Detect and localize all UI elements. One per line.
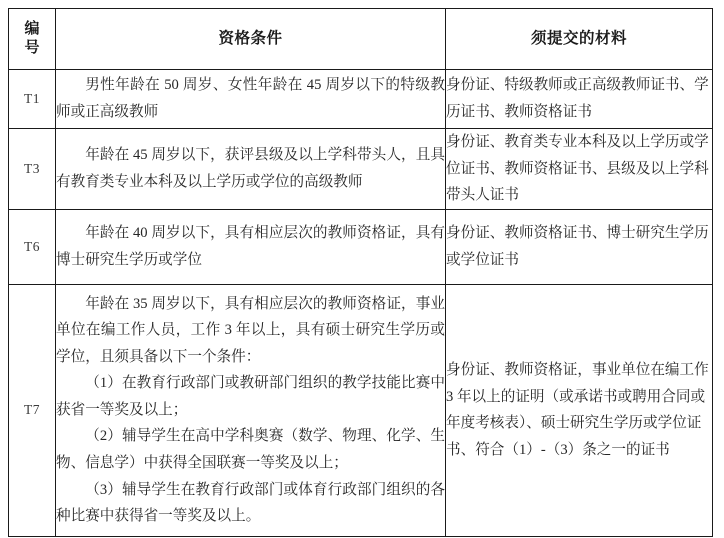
- row-condition-t3: [56, 129, 446, 210]
- row-material-t3: [446, 129, 713, 210]
- condition-paragraph: （2）辅导学生在高中学科奥赛（数学、物理、化学、生物、信息学）中获得全国联赛一等奖及以上；: [56, 428, 445, 471]
- condition-paragraph: （3）辅导学生在教育行政部门或体育行政部门组织的各种比赛中获得省一等奖及以上。: [56, 481, 445, 525]
- row-code-t6: T6: [9, 209, 56, 284]
- column-header-code-line1: 编: [24, 21, 40, 38]
- column-header-code-line2: 号: [24, 40, 40, 56]
- qualification-table: [8, 8, 713, 537]
- table-header-row: [9, 9, 713, 70]
- row-condition-t6: [56, 209, 446, 284]
- table-row: [9, 70, 713, 129]
- row-material-t1: [446, 70, 713, 129]
- row-code-t3: T3: [9, 129, 56, 210]
- material-paragraph: 身份证、教育类专业本科及以上学历或学位证书、教师资格证书、县级及以上学科带头人证书: [446, 134, 709, 204]
- material-paragraph: 身份证、教师资格证书、博士研究生学历或学位证书: [446, 225, 709, 268]
- table-row: [9, 209, 713, 284]
- condition-paragraph: 年龄在 40 周岁以下，具有相应层次的教师资格证，具有博士研究生学历或学位: [56, 225, 445, 268]
- condition-paragraph: 男性年龄在 50 周岁、女性年龄在 45 周岁以下的特级教师或正高级教师: [56, 77, 445, 120]
- row-condition-t7: [56, 284, 446, 536]
- column-header-code: [9, 9, 56, 70]
- table-row: [9, 129, 713, 210]
- condition-paragraph: 年龄在 45 周岁以下，获评县级及以上学科带头人，且具有教育类专业本科及以上学历或学位的高级教师: [56, 147, 445, 190]
- row-condition-t1: [56, 70, 446, 129]
- material-paragraph: 身份证、特级教师或正高级教师证书、学历证书、教师资格证书: [446, 77, 709, 120]
- row-code-t1: T1: [9, 70, 56, 129]
- qualification-table-container: [8, 8, 712, 537]
- column-header-condition: 资格条件: [56, 9, 446, 70]
- table-row: [9, 284, 713, 536]
- row-material-t7: [446, 284, 713, 536]
- material-paragraph: 身份证、教师资格证，事业单位在编工作 3 年以上的证明（或承诺书或聘用合同或年度考核表）、硕士研究生学历或学位证书、符合（1）-（3）条之一的证书: [446, 362, 709, 458]
- row-material-t6: [446, 209, 713, 284]
- table-body: [9, 70, 713, 537]
- table-header: [9, 9, 713, 70]
- condition-paragraph: （1）在教育行政部门或教研部门组织的教学技能比赛中获省一等奖及以上；: [56, 375, 445, 418]
- column-header-material: 须提交的材料: [446, 9, 713, 70]
- condition-paragraph: 年龄在 35 周岁以下，具有相应层次的教师资格证，事业单位在编工作人员，工作 3 年以上，具有硕士研究生学历或学位，且须具备以下一个条件：: [56, 295, 445, 365]
- row-code-t7: T7: [9, 284, 56, 536]
